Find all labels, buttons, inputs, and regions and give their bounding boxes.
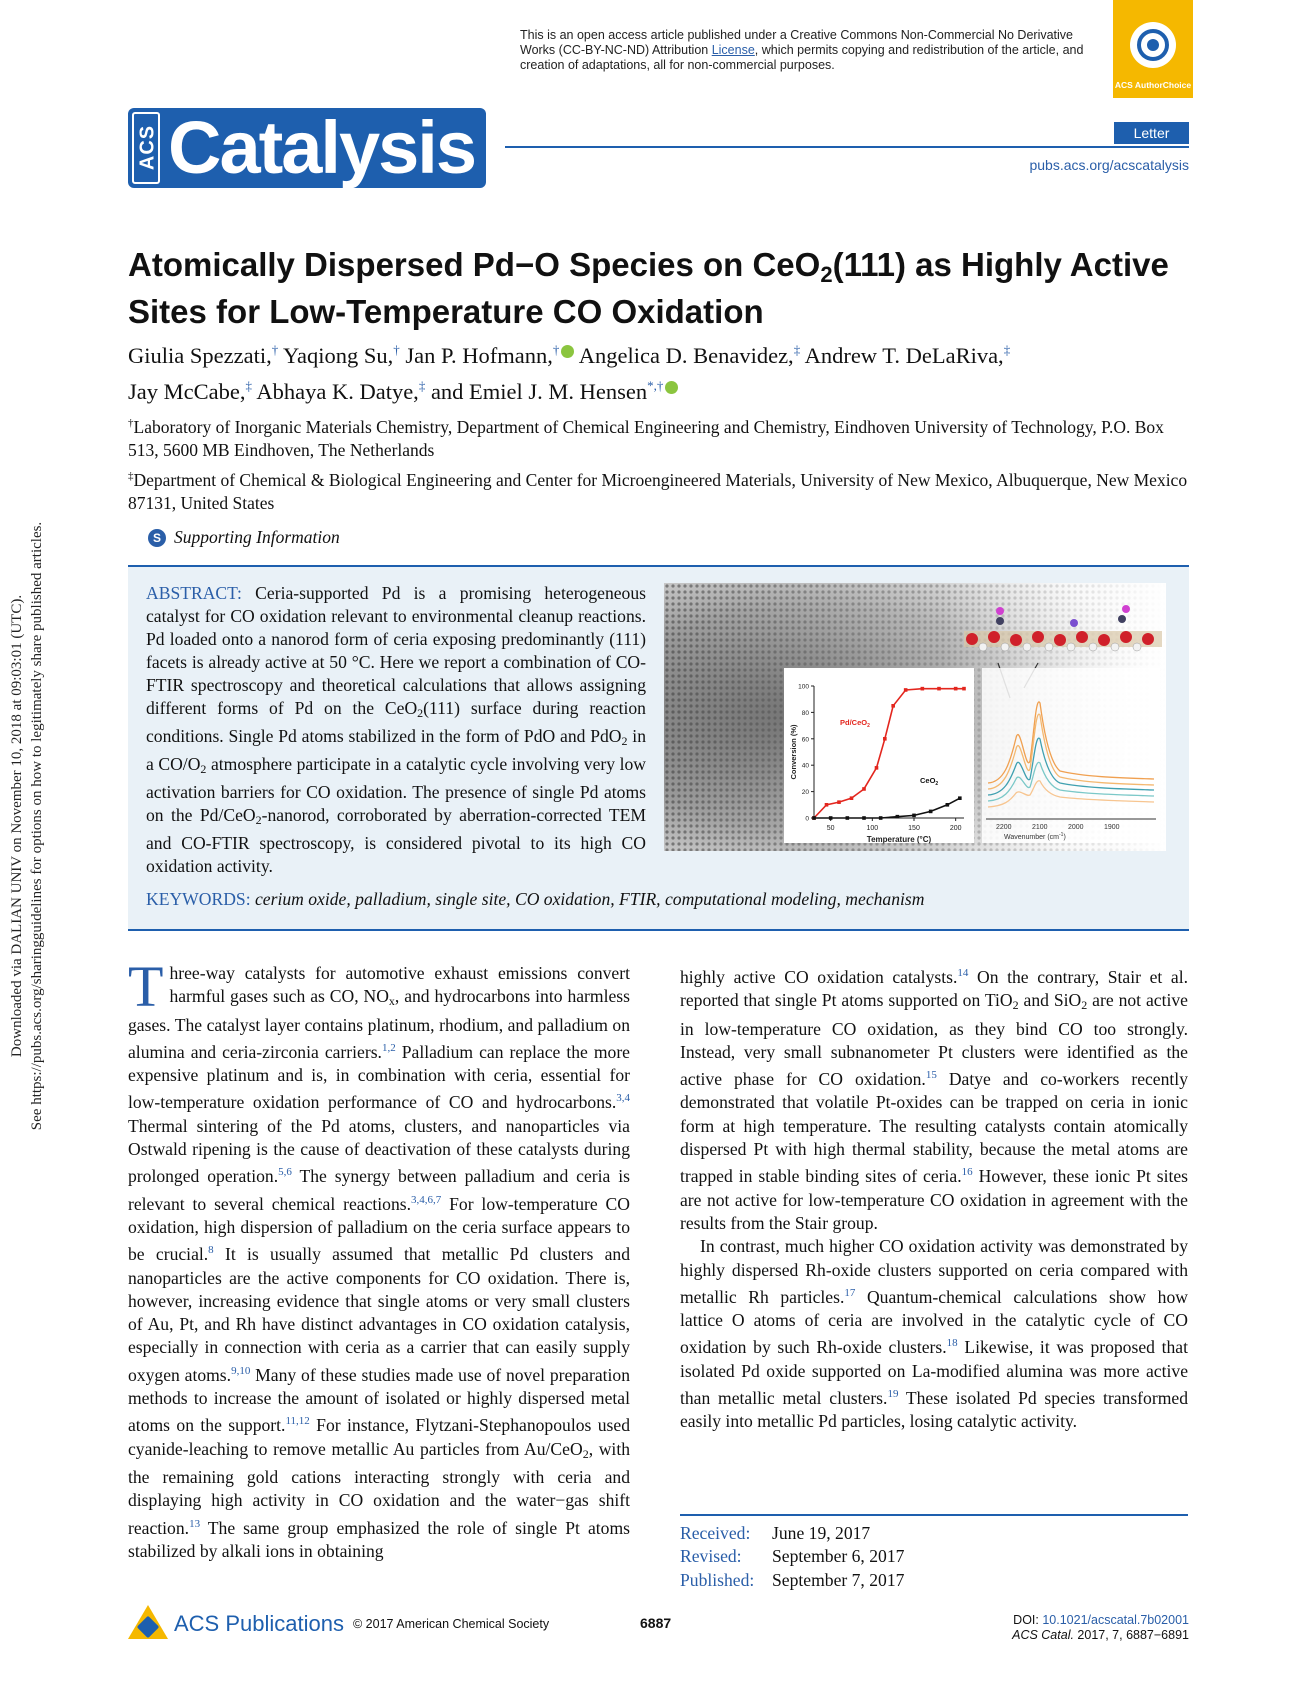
y-tick-label: 40: [801, 762, 809, 770]
supporting-information-link[interactable]: S Supporting Information: [148, 527, 340, 548]
text-run: On the contrary, Stair et al. reported that single Pt atoms supported on TiO: [680, 967, 1189, 1011]
data-point: [904, 688, 908, 692]
logo-acs-mark: ACS: [132, 112, 160, 184]
y-axis-label: Conversion (%): [789, 724, 798, 780]
reference-citation[interactable]: 17: [844, 1286, 856, 1299]
data-point: [958, 796, 962, 800]
text-run: , and hydrocarbons into harmless gases. The catalyst layer contains platinum, rhodium, and palladium on alumina and ceria-zirconia carriers.: [128, 986, 630, 1062]
reference-citation[interactable]: 3,4: [616, 1092, 630, 1105]
text-run: hree-way catalysts for automotive exhaust emissions convert harmful gases such as CO, NO: [169, 963, 630, 1007]
text-run: Datye and co-workers recently demonstrated that volatile Pt-oxides can be trapped on ceria in ionic form at high temperature. The resulting catalysts contain atomically dispersed Pt with high thermal stability, because the metal atoms are trapped in stable binding sites of ceria.: [680, 1069, 1188, 1187]
subscript: 2: [1081, 998, 1088, 1013]
author-name: Jay McCabe,: [128, 379, 246, 404]
author: [256, 379, 425, 404]
subscript: 2: [1012, 998, 1019, 1013]
body-paragraph: [680, 962, 1188, 1235]
text-run: and SiO: [1018, 990, 1082, 1011]
author: [805, 343, 1011, 368]
article-type-tag: Letter: [1114, 122, 1189, 144]
journal-url-link[interactable]: pubs.acs.org/acscatalysis: [1029, 157, 1189, 173]
abstract-label: ABSTRACT:: [146, 583, 242, 603]
text-run: are not active in low-temperature CO oxidation, as they bind CO too strongly. Instead, very small subnanometer Pt clusters were identified as the active phase for CO oxidation.: [680, 990, 1188, 1090]
author-name: and Emiel J. M. Hensen: [430, 379, 648, 404]
author-affiliation-mark: ‡: [245, 378, 252, 393]
x-tick-label: 200: [949, 825, 962, 832]
subscript: x: [388, 994, 395, 1009]
data-point: [937, 687, 941, 691]
text-run: Likewise, it was proposed that isolated Pd oxide supported on La-modified alumina was more active than metallic metal clusters.: [680, 1337, 1189, 1409]
y-tick-label: 80: [801, 709, 809, 717]
text-run: Thermal sintering of the Pd atoms, clusters, and nanoparticles via Ostwald ripening is the cause of deactivation of these catalysts during prolonged operation.: [128, 1115, 630, 1187]
author-affiliation-mark: ‡: [793, 342, 801, 357]
author-affiliation-mark: †: [552, 342, 560, 357]
reference-citation[interactable]: 8: [208, 1244, 214, 1257]
data-point: [891, 704, 895, 708]
keywords: [146, 889, 1176, 910]
body-column-right: [680, 962, 1188, 1434]
data-point: [850, 796, 854, 800]
ir-tick-label: 2000: [1068, 824, 1084, 831]
text-run: For instance, Flytzani-Stephanopoulos used cyanide-leaching to remove metallic Au particles from Au/CeO: [128, 1415, 630, 1459]
text-run: , with the remaining gold cations interacting strongly with ceria and displaying high activity in CO oxidation and the water−gas shift reaction.: [128, 1438, 630, 1538]
data-point: [912, 814, 916, 818]
author-name: Andrew T. DeLaRiva,: [804, 343, 1004, 368]
x-axis-label: Temperature (°C): [866, 835, 932, 844]
author: [283, 343, 400, 368]
text-run: Quantum-chemical calculations show how lattice O atoms of ceria are involved in the catalytic cycle of CO oxidation by such Rh-oxide clusters.: [680, 1286, 1188, 1358]
y-tick-label: 0: [805, 815, 809, 823]
author: [128, 343, 278, 368]
open-access-notice: This is an open access article published under a Creative Commons Non-Commercial No Derivative Works (CC-BY-NC-ND) Attribution License, which permits copying and redistribution of the article, and creation of adaptations, all for non-commercial purposes.: [520, 28, 1084, 72]
text-run: For low-temperature CO oxidation, high dispersion of palladium on the ceria surface appears to be crucial.: [128, 1193, 630, 1265]
data-point: [879, 816, 883, 820]
author-affiliation-mark: *,†: [647, 378, 664, 393]
ir-tick-label: 2200: [996, 824, 1012, 831]
author-affiliation-mark: †: [271, 342, 279, 357]
data-point: [862, 816, 866, 820]
article-dates: Received: June 19, 2017 Revised: September 6, 2017 Published: September 7, 2017: [680, 1523, 905, 1590]
reference-citation[interactable]: 18: [946, 1337, 958, 1350]
author: [405, 343, 574, 368]
download-stamp: Downloaded via DALIAN UNIV on November 10, 2018 at 09:03:01 (UTC). See https://pubs.acs.org/sharingguidelines for options on how to legitimately share published articles.: [9, 521, 45, 1131]
text-run: The synergy between palladium and ceria is relevant to several chemical reactions.: [128, 1166, 631, 1214]
author: [579, 343, 800, 368]
toc-graphic: [664, 583, 1166, 851]
supporting-info-icon: S: [148, 529, 166, 547]
data-point: [921, 687, 925, 691]
data-point: [837, 800, 841, 804]
text-run: In contrast, much higher CO oxidation activity was demonstrated by highly dispersed Rh-oxide clusters supported on ceria compared with metallic Rh particles.: [680, 1236, 1188, 1307]
logo-wordmark: Catalysis: [168, 106, 475, 189]
text-run: It is usually assumed that metallic Pd clusters and nanoparticles are the active components for CO oxidation. There is, however, increasing evidence that single atoms or very small clusters of Au, Pt, and Rh have distinct advantages in CO oxidation catalysis, especially in connection with ceria as a carrier that can easily supply oxygen atoms.: [128, 1244, 630, 1385]
reference-citation[interactable]: 9,10: [231, 1364, 251, 1377]
journal-logo[interactable]: [128, 108, 486, 188]
ir-x-axis-label: Wavenumber $(cm^{-1})$: [1004, 832, 1066, 841]
header-rule: [505, 146, 1189, 148]
reference-citation[interactable]: 1,2: [381, 1041, 396, 1054]
data-point: [929, 810, 933, 814]
author-name: Angelica D. Benavidez,: [578, 343, 794, 368]
doi-citation: DOI: 10.1021/acscatal.7b02001 ACS Catal. 2017, 7, 6887−6891: [1012, 1613, 1189, 1642]
data-point: [862, 787, 866, 791]
reference-citation[interactable]: 5,6: [278, 1166, 292, 1179]
reference-citation[interactable]: 3,4,6,7: [411, 1193, 442, 1206]
orcid-icon[interactable]: [665, 381, 678, 394]
acs-triangle-icon: [128, 1605, 168, 1639]
text-run: These isolated Pd species transformed easily into metallic Pd particles, losing catalytic activity.: [680, 1388, 1188, 1432]
body-paragraph: [680, 1235, 1188, 1433]
x-tick-label: 100: [866, 825, 879, 832]
copyright: © 2017 American Chemical Society: [353, 1617, 550, 1631]
affiliation-1: †Laboratory of Inorganic Materials Chemistry, Department of Chemical Engineering and Chemistry, Eindhoven University of Technology, P.O. Box 513, 5600 MB Eindhoven, The Netherlands: [128, 416, 1164, 460]
author-name: Abhaya K. Datye,: [256, 379, 419, 404]
reference-citation[interactable]: 11,12: [285, 1415, 310, 1428]
data-point: [825, 803, 829, 807]
text-run: However, these ionic Pt sites are not active for low-temperature CO oxidation in agreement with the results from the Stair group.: [680, 1166, 1189, 1233]
author: [431, 379, 678, 404]
author-affiliation-mark: ‡: [1003, 342, 1011, 357]
open-access-icon: [1130, 22, 1176, 68]
text-run: Palladium can replace the more expensive platinum and is, in combination with ceria, essential for low-temperature oxidation performance of CO and hydrocarbons.: [128, 1041, 630, 1113]
y-tick-label: 60: [801, 736, 809, 744]
series-label-ceo2: CeO$_2$: [920, 776, 939, 787]
article-title: Atomically Dispersed Pd−O Species on CeO$_2$(111) as Highly Active Sites for Low-Temperature CO Oxidation: [128, 246, 1169, 330]
data-point: [962, 687, 966, 691]
doi-link[interactable]: 10.1021/acscatal.7b02001: [1042, 1613, 1189, 1627]
author-affiliation-mark: ‡: [418, 378, 426, 393]
keyword-list: cerium oxide, palladium, single site, CO oxidation, FTIR, computational modeling, mechanism: [255, 889, 925, 909]
data-point: [812, 816, 816, 820]
body-paragraph: [128, 954, 631, 1563]
reference-citation[interactable]: 14: [957, 967, 969, 979]
author-name: Jan P. Hofmann,: [405, 343, 553, 368]
license-link[interactable]: License: [711, 43, 755, 57]
author-name: Giulia Spezzati,: [128, 343, 272, 368]
author-affiliation-mark: †: [393, 342, 400, 357]
orcid-icon[interactable]: [561, 345, 574, 358]
y-tick-label: 20: [801, 789, 809, 797]
author-name: Yaqiong Su,: [283, 343, 394, 368]
data-point: [883, 737, 887, 741]
subscript: 2: [582, 1446, 589, 1461]
keywords-label: KEYWORDS:: [146, 889, 251, 909]
data-point: [954, 687, 958, 691]
text-run: Many of these studies made use of novel preparation methods to increase the amount of isolated or highly dispersed metal atoms on the support.: [128, 1364, 630, 1436]
acs-publications-logo[interactable]: ACS Publications: [128, 1605, 344, 1639]
author: [128, 379, 252, 404]
acs-authorchoice-badge: [1113, 0, 1193, 98]
data-point: [846, 816, 850, 820]
page-number: 6887: [640, 1615, 672, 1631]
text-run: highly active CO oxidation catalysts.: [680, 967, 958, 987]
data-point: [875, 766, 879, 770]
badge-text: ACS AuthorChoice: [1114, 80, 1192, 90]
y-tick-label: 100: [798, 683, 809, 691]
ir-tick-label: 1900: [1104, 824, 1120, 831]
author-list: [128, 335, 1198, 407]
data-point: [896, 815, 900, 819]
reference-citation[interactable]: 13: [189, 1517, 201, 1530]
abstract-text: ABSTRACT: Ceria-supported Pd is a promising heterogeneous catalyst for CO oxidation relevant to environmental cleanup reactions. Pd loaded onto a nanorod form of ceria exposing predominantly (111) facets is already active at 50 °C. Here we report a combination of CO-FTIR spectroscopy and theoretical calculations that allows assigning different forms of Pd on the CeO$_2$(111) surface during reaction conditions. Single Pd atoms stabilized in the form of PdO and PdO$_2$ in a $CO/O_2$ atmosphere participate in a catalytic cycle involving very low activation barriers for CO oxidation. The presence of single Pd atoms on the Pd/CeO$_2$-nanorod, corroborated by aberration-corrected TEM and CO-FTIR spectroscopy, is considered pivotal to its high CO oxidation activity.: [146, 583, 646, 876]
dates-rule: [680, 1514, 1188, 1516]
affiliation-2: ‡Department of Chemical & Biological Engineering and Center for Microengineered Materials, University of New Mexico, Albuquerque, New Mexico 87131, United States: [128, 469, 1188, 513]
body-column-left: [128, 954, 631, 1563]
text-run: The same group emphasized the role of single Pt atoms stabilized by alkali ions in obtaining: [128, 1517, 630, 1561]
x-tick-label: 50: [826, 825, 835, 832]
reference-citation[interactable]: 16: [961, 1166, 973, 1179]
ir-tick-label: 2100: [1032, 824, 1048, 831]
data-point: [946, 803, 950, 807]
reference-citation[interactable]: 15: [925, 1069, 937, 1082]
x-tick-label: 150: [908, 825, 920, 832]
reference-citation[interactable]: 19: [887, 1388, 899, 1401]
data-point: [829, 816, 833, 820]
series-label-pd-ceo2: Pd/CeO$_2$: [840, 718, 870, 729]
drop-cap: T: [128, 954, 164, 1019]
